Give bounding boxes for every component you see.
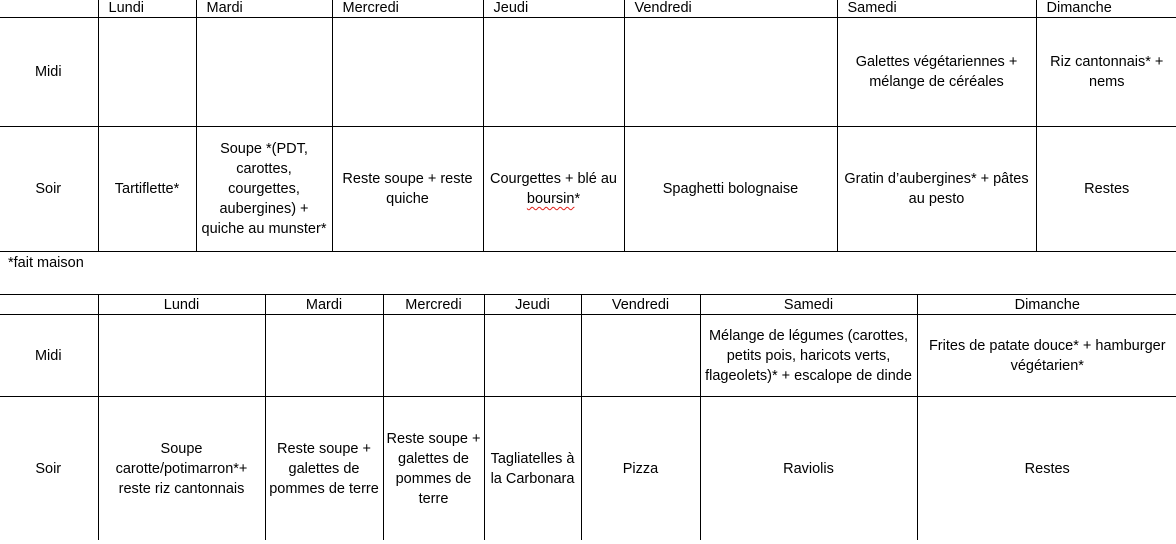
- week2-soir-label: Soir: [0, 397, 98, 541]
- week1-day-header: Mercredi: [332, 0, 483, 18]
- week1-day-header: Lundi: [98, 0, 196, 18]
- week2-midi-cell: [581, 315, 700, 397]
- week1-midi-cell: [332, 18, 483, 127]
- week2-soir-row: [0, 397, 1176, 541]
- week1-midi-cell: [196, 18, 332, 127]
- week2-soir-cell: Soupe carotte/potimarron*+ reste riz cantonnais: [98, 397, 265, 541]
- week2-day-header: Samedi: [700, 295, 917, 315]
- week1-soir-cell: Reste soupe + reste quiche: [332, 127, 483, 252]
- week1-soir-cell: Tartiflette*: [98, 127, 196, 252]
- week1-day-header: Vendredi: [624, 0, 837, 18]
- week1-soir-row: [0, 127, 1176, 252]
- week2-soir-cell: Pizza: [581, 397, 700, 541]
- week1-day-header: Jeudi: [483, 0, 624, 18]
- week2-day-header: Lundi: [98, 295, 265, 315]
- cell-text: Courgettes + blé au: [490, 171, 617, 187]
- cell-text: *: [574, 191, 581, 207]
- week1-soir-cell: Spaghetti bolognaise: [624, 127, 837, 252]
- week2-midi-cell: Mélange de légumes (carottes, petits pois, haricots verts, flageolets)* + escalope de dinde: [700, 315, 917, 397]
- week2-soir-cell: Reste soupe + galettes de pommes de terre: [383, 397, 484, 541]
- week1-midi-cell: Galettes végétariennes + mélange de céréales: [837, 18, 1036, 127]
- week2-meal-table: [0, 294, 1176, 540]
- week1-meal-table: [0, 0, 1176, 252]
- week2-midi-cell: Frites de patate douce* + hamburger végétarien*: [917, 315, 1176, 397]
- week1-midi-label: Midi: [0, 18, 98, 127]
- week2-midi-cell: [383, 315, 484, 397]
- week1-soir-label: Soir: [0, 127, 98, 252]
- week2-soir-cell: Tagliatelles à la Carbonara: [484, 397, 581, 541]
- week2-day-header: Jeudi: [484, 295, 581, 315]
- week1-midi-cell: [98, 18, 196, 127]
- week2-day-header: Mardi: [265, 295, 383, 315]
- footnote: *fait maison: [8, 255, 84, 271]
- week1-header-row: [0, 0, 1176, 18]
- week2-corner-cell: [0, 295, 98, 315]
- week2-day-header: Dimanche: [917, 295, 1176, 315]
- week2-soir-cell: Reste soupe + galettes de pommes de terre: [265, 397, 383, 541]
- week2-midi-cell: [265, 315, 383, 397]
- week1-day-header: Mardi: [196, 0, 332, 18]
- week2-soir-cell: Raviolis: [700, 397, 917, 541]
- week1-midi-cell: Riz cantonnais* + nems: [1036, 18, 1176, 127]
- week2-midi-cell: [98, 315, 265, 397]
- week1-soir-cell: Soupe *(PDT, carottes, courgettes, aubergines) + quiche au munster*: [196, 127, 332, 252]
- week2-soir-cell: Restes: [917, 397, 1176, 541]
- week1-midi-cell: [624, 18, 837, 127]
- week1-day-header: Dimanche: [1036, 0, 1176, 18]
- week1-day-header: Samedi: [837, 0, 1036, 18]
- week2-day-header: Vendredi: [581, 295, 700, 315]
- week1-midi-cell: [483, 18, 624, 127]
- week1-midi-row: [0, 18, 1176, 127]
- week1-soir-cell: [483, 127, 624, 252]
- week1-corner-cell: [0, 0, 98, 18]
- week1-soir-cell: Restes: [1036, 127, 1176, 252]
- week2-midi-label: Midi: [0, 315, 98, 397]
- week2-header-row: [0, 295, 1176, 315]
- spellcheck-word: boursin: [526, 191, 575, 207]
- week2-day-header: Mercredi: [383, 295, 484, 315]
- week2-midi-row: [0, 315, 1176, 397]
- week2-midi-cell: [484, 315, 581, 397]
- week1-soir-cell: Gratin d’aubergines* + pâtes au pesto: [837, 127, 1036, 252]
